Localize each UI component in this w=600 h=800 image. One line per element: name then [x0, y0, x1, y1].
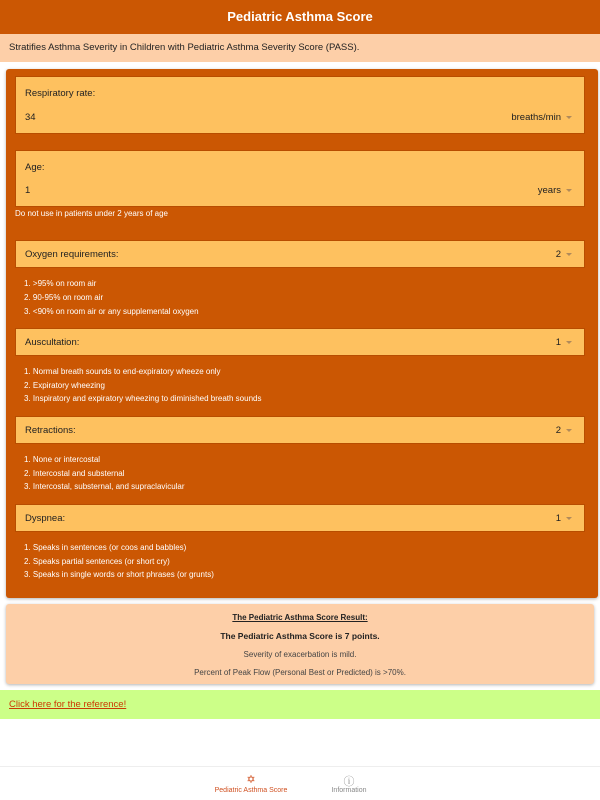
- reference-banner: [0, 690, 600, 719]
- result-score: The Pediatric Asthma Score is 7 points.: [220, 631, 380, 641]
- caret-down-icon: [566, 341, 572, 344]
- respiratory-rate-input[interactable]: 34: [25, 112, 36, 123]
- option-text: 2. Intercostal and substernal: [24, 469, 125, 478]
- option-text: 1. Speaks in sentences (or coos and babbles): [24, 543, 187, 552]
- select-label: Dyspnea:: [25, 513, 66, 524]
- select-label: Retractions:: [25, 425, 76, 436]
- result-panel: [6, 604, 594, 684]
- option-text: 2. Speaks partial sentences (or short cry): [24, 557, 170, 566]
- select-label: Auscultation:: [25, 337, 80, 348]
- unit-label: years: [537, 185, 561, 196]
- option-text: 3. Intercostal, substernal, and supraclavicular: [24, 482, 185, 491]
- result-peak-flow: Percent of Peak Flow (Personal Best or Predicted) is >70%.: [194, 668, 406, 677]
- option-text: 3. Speaks in single words or short phrases (or grunts): [24, 570, 214, 579]
- bottom-nav: [0, 766, 600, 800]
- tab-pediatric-asthma-score[interactable]: [201, 773, 301, 794]
- option-text: 3. Inspiratory and expiratory wheezing to diminished breath sounds: [24, 394, 262, 403]
- result-title: The Pediatric Asthma Score Result:: [232, 613, 368, 622]
- auscultation-select[interactable]: [15, 328, 585, 356]
- asterisk-icon: ✡: [246, 774, 256, 786]
- page-title: Pediatric Asthma Score: [0, 0, 600, 34]
- result-severity: Severity of exacerbation is mild.: [243, 650, 357, 659]
- option-text: 1. >95% on room air: [24, 279, 97, 288]
- option-text: 2. 90-95% on room air: [24, 293, 104, 302]
- select-value: 2: [555, 249, 561, 260]
- tab-information[interactable]: [299, 773, 399, 794]
- unit-label: breaths/min: [511, 112, 561, 123]
- select-value: 1: [555, 337, 561, 348]
- option-text: 3. <90% on room air or any supplemental oxygen: [24, 307, 199, 316]
- calculator-card: [6, 69, 598, 598]
- age-note: Do not use in patients under 2 years of age: [15, 209, 168, 218]
- select-value: 2: [555, 425, 561, 436]
- option-text: 2. Expiratory wheezing: [24, 381, 105, 390]
- option-text: 1. None or intercostal: [24, 455, 101, 464]
- age-label: Age:: [25, 162, 45, 173]
- caret-down-icon: [566, 517, 572, 520]
- retractions-select[interactable]: [15, 416, 585, 444]
- description: Stratifies Asthma Severity in Children with Pediatric Asthma Severity Score (PASS).: [0, 34, 600, 62]
- age-input[interactable]: 1: [25, 185, 31, 196]
- caret-down-icon: [566, 429, 572, 432]
- reference-link[interactable]: Click here for the reference!: [9, 699, 127, 710]
- dyspnea-select[interactable]: [15, 504, 585, 532]
- age-unit-select[interactable]: [538, 185, 572, 196]
- caret-down-icon: [566, 189, 572, 192]
- option-text: 1. Normal breath sounds to end-expiratory wheeze only: [24, 367, 221, 376]
- info-icon: ⓘ: [343, 776, 355, 788]
- respiratory-rate-label: Respiratory rate:: [25, 88, 96, 99]
- tab-label: Information: [331, 787, 367, 794]
- oxygen-select[interactable]: [15, 240, 585, 268]
- caret-down-icon: [566, 116, 572, 119]
- select-value: 1: [555, 513, 561, 524]
- respiratory-rate-unit-select[interactable]: [511, 112, 572, 123]
- age-field[interactable]: [15, 150, 585, 207]
- caret-down-icon: [566, 253, 572, 256]
- respiratory-rate-field[interactable]: [15, 76, 585, 134]
- select-label: Oxygen requirements:: [25, 249, 119, 260]
- tab-label: Pediatric Asthma Score: [214, 787, 288, 794]
